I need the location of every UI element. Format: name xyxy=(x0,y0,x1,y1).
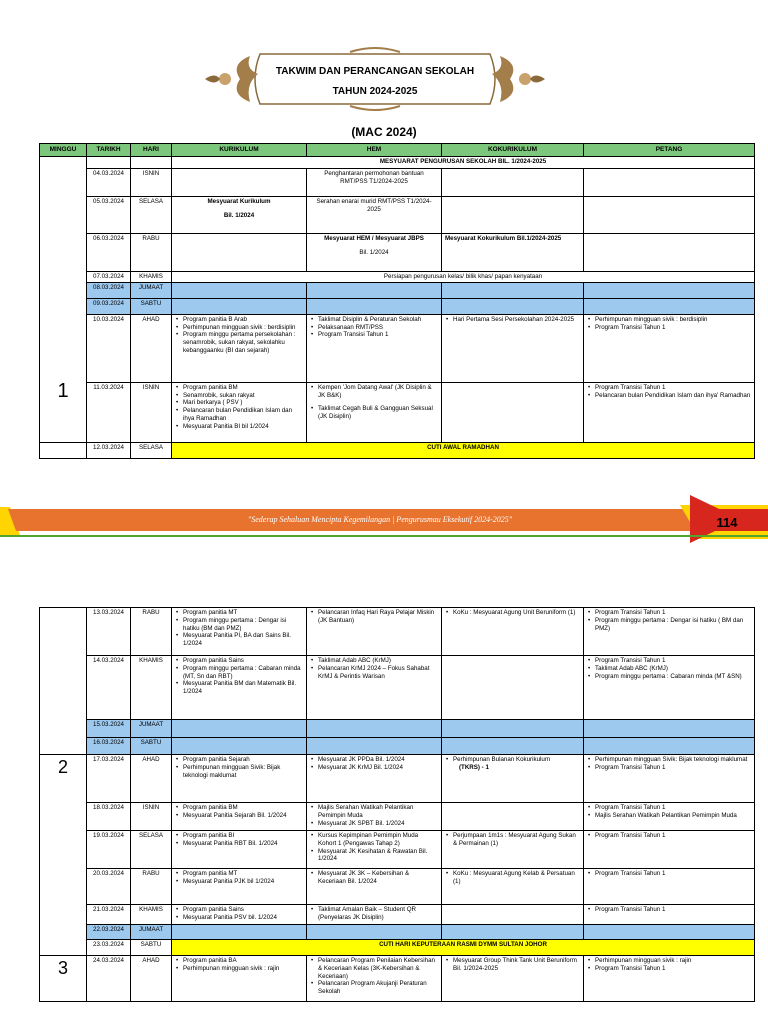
hem-cell xyxy=(307,755,442,803)
holiday-cell: CUTI AWAL RAMADHAN xyxy=(172,442,755,458)
col-header-kurikulum: KURIKULUM xyxy=(172,144,307,157)
kurikulum-cell xyxy=(172,956,307,1002)
table-row xyxy=(40,869,755,905)
list-item: • Majlis Serahan Watikah Pelantikan Pemimpin Muda xyxy=(587,812,751,820)
list-item: • Program Transisi Tahun 1 xyxy=(587,384,751,392)
list-item: • Senamrobik, sukan rakyat xyxy=(175,392,303,400)
date-cell: 10.03.2024 xyxy=(87,314,131,382)
hem-cell xyxy=(307,298,442,314)
hem-cell xyxy=(307,869,442,905)
col-header-hem: HEM xyxy=(307,144,442,157)
list-item: • Program Transisi Tahun 1 xyxy=(587,324,751,332)
list-item: • Program Transisi Tahun 1 xyxy=(310,331,438,339)
week-number: 1 xyxy=(57,380,69,402)
list-item: • Perhimpunan mingguan sivik : berdisiplin xyxy=(175,324,303,332)
holiday-cell: CUTI HARI KEPUTERAAN RASMI DYMM SULTAN JOHOR xyxy=(172,940,755,956)
list-item: • Program panitia BI xyxy=(175,832,303,840)
list-item: • Mesyuarat JK PPDa Bil. 1/2024 xyxy=(310,756,438,764)
list-item: • KoKu : Mesyuarat Agung Kelab & Persatuan (1) xyxy=(445,870,580,886)
kurikulum-cell xyxy=(172,720,307,738)
hem-cell xyxy=(307,656,442,720)
list-item: • Taklimat Adab ABC (KrMJ) xyxy=(310,657,438,665)
hem-cell xyxy=(307,956,442,1002)
table-row xyxy=(40,314,755,382)
document-title: TAKWIM DAN PERANCANGAN SEKOLAH xyxy=(275,66,475,77)
date-cell: 17.03.2024 xyxy=(87,755,131,803)
hem-cell xyxy=(307,905,442,925)
list-item: • Mesyuarat Panitia Sejarah Bil. 1/2024 xyxy=(175,812,303,820)
kokurikulum-cell xyxy=(442,298,584,314)
list-item: • Mesyuarat Panitia PSV bil. 1/2024 xyxy=(175,914,303,922)
kokurikulum-cell xyxy=(442,282,584,298)
list-item: • Pelaksanaan RMT/PSS xyxy=(310,324,438,332)
list-item: • Program minggu pertama : Dengar isi hatiku (BM dan PMZ) xyxy=(175,617,303,633)
kokurikulum-cell xyxy=(442,608,584,656)
day-cell: ISNIN xyxy=(131,169,172,197)
list-item: • Mari berkarya ( PSV ) xyxy=(175,399,303,407)
date-cell: 18.03.2024 xyxy=(87,803,131,831)
petang-cell xyxy=(584,282,755,298)
day-cell: JUMAAT xyxy=(131,925,172,940)
kurikulum-cell xyxy=(172,831,307,869)
kokurikulum-cell xyxy=(442,738,584,755)
list-item: • KoKu : Mesyuarat Agung Unit Beruniform (1) xyxy=(445,609,580,617)
day-cell: RABU xyxy=(131,234,172,272)
kokurikulum-cell xyxy=(442,169,584,197)
day-cell: AHAD xyxy=(131,314,172,382)
petang-cell xyxy=(584,382,755,442)
petang-cell xyxy=(584,803,755,831)
day-cell: SABTU xyxy=(131,940,172,956)
table-row xyxy=(40,298,755,314)
list-item: • Program panitia MT xyxy=(175,609,303,617)
kokurikulum-cell xyxy=(442,382,584,442)
list-item: • Mesyuarat JK Kesihatan & Rawatan Bil. 1/2024 xyxy=(310,848,438,864)
list-item: • Pelancaran Program Akujanji Peraturan Sekolah xyxy=(310,980,438,996)
week-number: 2 xyxy=(40,755,87,956)
kokurikulum-cell xyxy=(442,314,584,382)
ornament-frame-icon xyxy=(200,44,550,114)
koku-code: (TKRS) - 1 xyxy=(459,763,489,771)
list-item: • Perhimpunan mingguan sivik : berdisiplin xyxy=(587,316,751,324)
date-cell: 24.03.2024 xyxy=(87,956,131,1002)
col-header-hari: HARI xyxy=(131,144,172,157)
day-cell: AHAD xyxy=(131,956,172,1002)
day-cell: JUMAAT xyxy=(131,282,172,298)
hem-cell xyxy=(307,608,442,656)
kurikulum-cell xyxy=(172,234,307,272)
col-header-petang: PETANG xyxy=(584,144,755,157)
day-cell: RABU xyxy=(131,608,172,656)
day-cell: RABU xyxy=(131,869,172,905)
hem-cell xyxy=(307,234,442,272)
day-cell: JUMAAT xyxy=(131,720,172,738)
table-row xyxy=(40,803,755,831)
list-item: • Perjumpaan 1m1s : Mesyuarat Agung Sukan & Permainan (1) xyxy=(445,832,580,848)
list-item: • Mesyuarat JK SPBT Bil. 1/2024 xyxy=(310,820,438,828)
list-item: • Kursus Kepimpinan Pemimpin Muda Kohort 1 (Pengawas Tahap 2) xyxy=(310,832,438,848)
kokurikulum-cell xyxy=(442,755,584,803)
header-banner xyxy=(200,44,550,114)
list-item: • Program Transisi Tahun 1 xyxy=(587,657,751,665)
list-item: • Program Transisi Tahun 1 xyxy=(587,804,751,812)
list-item: • Perhimpunan mingguan sivik : rajin xyxy=(587,957,751,965)
kurikulum-cell xyxy=(172,869,307,905)
petang-cell xyxy=(584,234,755,272)
document-subtitle: TAHUN 2024-2025 xyxy=(332,86,418,97)
meeting-banner: MESYUARAT PENGURUSAN SEKOLAH BIL. 1/2024-2025 xyxy=(172,157,755,169)
kurikulum-cell xyxy=(172,282,307,298)
list-item: • Mesyuarat Panitia BM dan Matematik Bil. 1/2024 xyxy=(175,680,303,696)
date-cell: 23.03.2024 xyxy=(87,940,131,956)
hem-cell xyxy=(307,925,442,940)
hem-cell xyxy=(307,720,442,738)
table-row xyxy=(40,272,755,283)
hem-cell: Penghantaran permohonan bantuan RMT/PSS T1/2024-2025 xyxy=(307,169,442,197)
kokurikulum-cell xyxy=(442,869,584,905)
hem-cell xyxy=(307,382,442,442)
kurikulum-cell xyxy=(172,298,307,314)
list-item: • Program panitia Sejarah xyxy=(175,756,303,764)
list-item: • Program Transisi Tahun 1 xyxy=(587,764,751,772)
list-item: • Program panitia MT xyxy=(175,870,303,878)
petang-cell xyxy=(584,169,755,197)
kokurikulum-cell: Mesyuarat Kokurikulum Bil.1/2024-2025 xyxy=(442,234,584,272)
kurikulum-cell xyxy=(172,656,307,720)
list-item: • Program minggu pertama : Dengar isi hatiku ( BM dan PMZ) xyxy=(587,617,751,633)
list-item: • Perhimpunan mingguan sivik : rajin xyxy=(175,965,303,973)
kurikulum-cell xyxy=(172,925,307,940)
list-item: • Pelancaran KrMJ 2024 – Fokus Sahabat KrMJ & Perintis Warisan xyxy=(310,665,438,681)
table-row xyxy=(40,234,755,272)
petang-cell xyxy=(584,831,755,869)
day-cell: KHAMIS xyxy=(131,905,172,925)
petang-cell xyxy=(584,197,755,234)
table-row xyxy=(40,382,755,442)
list-item: • Mesyuarat Panitia RBT Bil. 1/2024 xyxy=(175,840,303,848)
kurikulum-cell xyxy=(172,169,307,197)
list-item: • Program panitia BM xyxy=(175,804,303,812)
hem-cell xyxy=(307,314,442,382)
meeting-label: Mesyuarat HEM / Mesyuarat JBPS xyxy=(324,235,424,243)
week-number: 3 xyxy=(40,956,87,1002)
list-item: • Program minggu pertama : Cabaran minda (MT &SN) xyxy=(587,673,751,681)
hem-cell xyxy=(307,831,442,869)
col-header-tarikh: TARIKH xyxy=(87,144,131,157)
date-cell: 19.03.2024 xyxy=(87,831,131,869)
list-item: • Taklimat Amalan Baik – Student QR (Penyelaras JK Disiplin) xyxy=(310,906,438,922)
list-item: • Mesyuarat Panitia PI, BA dan Sains Bil. 1/2024 xyxy=(175,632,303,648)
list-item: • Program minggu pertama : Cabaran minda (MT, Sn dan RBT) xyxy=(175,665,303,681)
petang-cell xyxy=(584,905,755,925)
table-row xyxy=(40,282,755,298)
day-cell: SABTU xyxy=(131,298,172,314)
kokurikulum-cell xyxy=(442,831,584,869)
list-item: • Kempen 'Jom Datang Awal' (JK Disiplin & JK B&K) xyxy=(310,384,438,400)
list-item: • Mesyuarat Panitia BI bil 1/2024 xyxy=(175,423,303,431)
list-item: • Program Transisi Tahun 1 xyxy=(587,906,751,914)
list-item: • Taklimat Disiplin & Peraturan Sekolah xyxy=(310,316,438,324)
date-cell: 13.03.2024 xyxy=(87,608,131,656)
list-item: • Program Transisi Tahun 1 xyxy=(587,870,751,878)
table-row xyxy=(40,169,755,197)
table-row xyxy=(40,940,755,956)
date-cell: 04.03.2024 xyxy=(87,169,131,197)
kurikulum-cell xyxy=(172,803,307,831)
date-cell: 16.03.2024 xyxy=(87,738,131,755)
table-row xyxy=(40,831,755,869)
date-cell: 12.03.2024 xyxy=(87,442,131,458)
table-row xyxy=(40,157,755,169)
col-header-minggu: MINGGU xyxy=(40,144,87,157)
hem-cell xyxy=(307,282,442,298)
table-row xyxy=(40,755,755,803)
kokurikulum-cell xyxy=(442,925,584,940)
kokurikulum-cell xyxy=(442,720,584,738)
day-cell: SELASA xyxy=(131,197,172,234)
list-item: • Mesyuarat Panitia PJK bil 1/2024 xyxy=(175,878,303,886)
table-row xyxy=(40,956,755,1002)
petang-cell xyxy=(584,608,755,656)
petang-cell xyxy=(584,738,755,755)
list-item: • Mesyuarat JK KrMJ Bil. 1/2024 xyxy=(310,764,438,772)
petang-cell xyxy=(584,656,755,720)
date-cell: 09.03.2024 xyxy=(87,298,131,314)
note-cell: Persiapan pengurusan kelas/ bilik khas/ papan kenyataan xyxy=(172,272,755,283)
table-row xyxy=(40,738,755,755)
date-cell: 22.03.2024 xyxy=(87,925,131,940)
list-item: • Program minggu pertama persekolahan : senamrobik, sukan rakyat, sekolahku kebanggaanku (BI dan sejarah) xyxy=(175,331,303,354)
petang-cell xyxy=(584,956,755,1002)
date-cell: 14.03.2024 xyxy=(87,656,131,720)
day-cell: SELASA xyxy=(131,831,172,869)
day-cell: SABTU xyxy=(131,738,172,755)
petang-cell xyxy=(584,314,755,382)
list-item: • Hari Pertama Sesi Persekolahan 2024-2025 xyxy=(445,316,580,324)
date-cell: 21.03.2024 xyxy=(87,905,131,925)
petang-cell xyxy=(584,925,755,940)
kokurikulum-cell xyxy=(442,956,584,1002)
week-cell xyxy=(40,442,87,458)
day-cell: ISNIN xyxy=(131,803,172,831)
list-item: • Mesyuarat JK 3K – Kebersihan & Keceriaan Bil. 1/2024 xyxy=(310,870,438,886)
table-row xyxy=(40,442,755,458)
list-item: • Perhimpunan Bulanan Kokurikulum xyxy=(445,756,580,764)
date-cell: 05.03.2024 xyxy=(87,197,131,234)
day-cell: KHAMIS xyxy=(131,656,172,720)
day-cell: ISNIN xyxy=(131,382,172,442)
date-cell: 06.03.2024 xyxy=(87,234,131,272)
table-row xyxy=(40,197,755,234)
list-item: • Pelancaran Program Penilaian Kebersihan & Keceriaan Kelas (3K-Kebersihan & Keceriaan) xyxy=(310,957,438,980)
kurikulum-cell xyxy=(172,905,307,925)
hem-cell xyxy=(307,738,442,755)
list-item: • Majlis Serahan Watikah Pelantikan Pemimpin Muda xyxy=(310,804,438,820)
table-row xyxy=(40,720,755,738)
list-item: • Program panitia BA xyxy=(175,957,303,965)
list-item: • Program Transisi Tahun 1 xyxy=(587,609,751,617)
list-item: • Pelancaran bulan Pendidikan Islam dan ihya' Ramadhan xyxy=(587,392,751,400)
table-row xyxy=(40,608,755,656)
kokurikulum-cell xyxy=(442,803,584,831)
list-item: • Program panitia B Arab xyxy=(175,316,303,324)
list-item: • Perhimpunan mingguan Sivik: Bijak teknologi maklumat xyxy=(175,764,303,780)
table-row xyxy=(40,925,755,940)
kokurikulum-cell xyxy=(442,197,584,234)
list-item: • Perhimpunan mingguan Sivik: Bijak teknologi maklumat xyxy=(587,756,751,764)
kurikulum-cell xyxy=(172,314,307,382)
kurikulum-cell xyxy=(172,738,307,755)
table-row xyxy=(40,905,755,925)
hem-cell xyxy=(307,803,442,831)
date-cell: 07.03.2024 xyxy=(87,272,131,283)
list-item: • Pelancaran Infaq Hari Raya Pelajar Miskin (JK Bantuan) xyxy=(310,609,438,625)
month-title: (MAC 2024) xyxy=(351,125,417,139)
date-cell: 20.03.2024 xyxy=(87,869,131,905)
meeting-number: Bil. 1/2024 xyxy=(223,211,255,219)
date-cell: 15.03.2024 xyxy=(87,720,131,738)
col-header-kokurikulum: KOKURIKULUM xyxy=(442,144,584,157)
date-cell: 08.03.2024 xyxy=(87,282,131,298)
day-cell xyxy=(131,157,172,169)
list-item: • Program Transisi Tahun 1 xyxy=(587,832,751,840)
footer-motto: "Sederap Sehaluan Mencipta Kegemilangan | Pengurusmau Eksekutif 2024-2025" xyxy=(247,515,513,524)
list-item: • Program panitia Sains xyxy=(175,657,303,665)
date-cell: 11.03.2024 xyxy=(87,382,131,442)
kurikulum-cell xyxy=(172,608,307,656)
hem-cell: Serahan enarai murid RMT/PSS T1/2024-2025 xyxy=(307,197,442,234)
table-row xyxy=(40,656,755,720)
list-item: • Program panitia Sains xyxy=(175,906,303,914)
petang-cell xyxy=(584,720,755,738)
petang-cell xyxy=(584,869,755,905)
list-item: • Pelancaran bulan Pendidikan Islam dan ihya Ramadhan xyxy=(175,407,303,423)
list-item: • Taklimat Adab ABC (KrMJ) xyxy=(587,665,751,673)
petang-cell xyxy=(584,298,755,314)
week-cell xyxy=(40,608,87,755)
kurikulum-cell xyxy=(172,382,307,442)
list-item: • Program panitia BM xyxy=(175,384,303,392)
calendar-table-page1 xyxy=(39,143,755,459)
page-number: 114 xyxy=(716,515,738,530)
day-cell: AHAD xyxy=(131,755,172,803)
calendar-table-page2 xyxy=(39,607,755,1002)
kurikulum-cell xyxy=(172,755,307,803)
list-item: • Mesyuarat Group Think Tank Unit Beruniform Bil. 1/2024-2025 xyxy=(445,957,580,973)
date-cell xyxy=(87,157,131,169)
list-item: • Taklimat Cegah Buli & Gangguan Seksual (JK Disiplin) xyxy=(310,405,438,421)
petang-cell xyxy=(584,755,755,803)
kokurikulum-cell xyxy=(442,905,584,925)
day-cell: KHAMIS xyxy=(131,272,172,283)
meeting-number: Bil. 1/2024 xyxy=(359,248,389,256)
list-item: • Program Transisi Tahun 1 xyxy=(587,965,751,973)
meeting-label: Mesyuarat Kurikulum xyxy=(207,198,271,206)
day-cell: SELASA xyxy=(131,442,172,458)
table-header-row xyxy=(40,144,755,157)
kurikulum-cell xyxy=(172,197,307,234)
kokurikulum-cell xyxy=(442,656,584,720)
